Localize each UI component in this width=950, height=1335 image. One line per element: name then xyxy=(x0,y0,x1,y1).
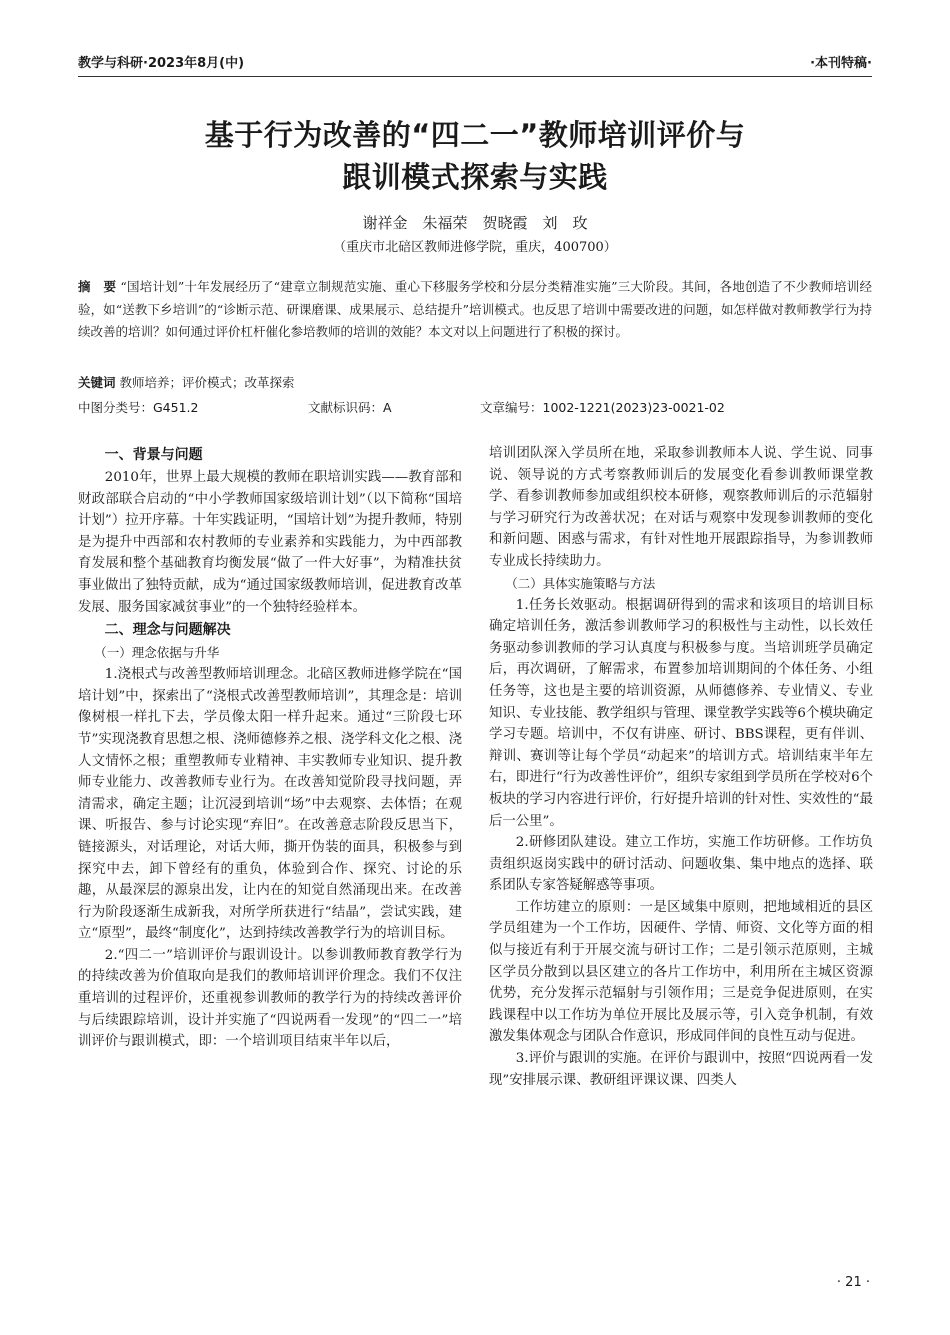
article-title xyxy=(78,114,872,198)
article-number: 文章编号：1002-1221(2023)23-0021-02 xyxy=(480,400,725,415)
clc-number: 中图分类号：G451.2 xyxy=(78,400,199,415)
paragraph: 工作坊建立的原则：一是区域集中原则，把地域相近的县区学员组建为一个工作坊，因硬件、学情、师资、文化等方面的相似与接近有利于开展交流与研讨工作；二是引领示范原则，主城区学员分散到以县区建立的各片工作坊中，利用所在主城区资源优势，充分发挥示范辐射与引领作用；三是竞争促进原则，在实践课程中以工作坊为单位开展比及展示等，引入竞争机制，有效激发集体观念与团队合作意识，形成同伴间的良性互动与促进。 xyxy=(489,899,873,1045)
paragraph: 1.浇根式与改善型教师培训理念。北碚区教师进修学院在“国培计划”中，探索出了“浇根式改善型教师培训”，其理念是：培训像树根一样扎下去，学员像太阳一样升起来。通过“三阶段七环节”实现浇教育思想之根、浇师德修养之根、浇学科文化之根、浇人文情怀之根；重塑教师专业精神、丰实教师专业知识、提升教师专业能力、改善教师专业行为。在改善知觉阶段寻找问题，弄清需求，确定主题；让沉浸到培训“场”中去观察、去体悟；在观课、听报告、参与讨论实现“弃旧”。在改善意志阶段反思当下，链接源头，对话理论，对话大师，撕开伪装的面具，积极参与到探究中去，卸下曾经有的重负，体验到合作、探究、讨论的乐趣，从最深层的源泉出发，让内在的知觉自然涌现出来。在改善行为阶段逐渐生成新我，对所学所获进行“结晶”，尝试实践，建立“原型”，最终“制度化”，达到持续改善教学行为的培训目标。 xyxy=(78,667,462,942)
section-heading: 二、理念与问题解决 xyxy=(104,622,231,639)
subsection-heading: （二）具体实施策略与方法 xyxy=(505,575,656,591)
title-line-2: 跟训模式探索与实践 xyxy=(342,160,608,194)
keywords xyxy=(78,372,872,394)
authors: 谢祥金 朱福荣 贺晓霞 刘 玫 xyxy=(362,214,588,232)
header-rule xyxy=(78,76,872,77)
paragraph: 3.评价与跟训的实施。在评价与跟训中，按照“四说两看一发现”安排展示课、教研组评课议课、四类人 xyxy=(489,1051,873,1088)
abstract-label: 摘 要 xyxy=(78,279,117,294)
affiliation: （重庆市北碚区教师进修学院，重庆，400700） xyxy=(333,240,617,255)
paragraph: 2.研修团队建设。建立工作坊，实施工作坊研修。工作坊负责组织返岗实践中的研讨活动、问题收集、集中地点的选择、联系团队专家答疑解惑等事项。 xyxy=(489,835,873,894)
subsection-heading: （一）理念依据与升华 xyxy=(94,645,220,661)
abstract xyxy=(78,276,872,344)
journal-header: 教学与科研·2023年8月(中) xyxy=(78,56,245,71)
paragraph: 1.任务长效驱动。根据调研得到的需求和该项目的培训目标确定培训任务，激活参训教师学习的积极性与主动性，以长效任务驱动参训教师的学习认真度与积极参与度。当培训班学员确定后，再次调研，了解需求，布置参加培训期间的个体任务、小组任务等，这也是主要的培训资源，从师德修养、专业情义、专业知识、专业技能、教学组织与管理、课堂教学实践等6个模块确定学习专题。培训中，不仅有讲座、研讨、BBS课程，更有伴训、辩训、赛训等让每个学员“动起来”的培训方式。培训结束半年左右，即进行“行为改善性评价”，组织专家组到学员所在学校对6个板块的学习内容进行评价，行好提升培训的针对性、实效性的“最后一公里”。 xyxy=(489,597,873,829)
left-column xyxy=(78,443,462,1053)
abstract-text: “国培计划”十年发展经历了“建章立制规范实施、重心下移服务学校和分层分类精准实施”三大阶段。其间，各地创造了不少教师培训经验，如“送教下乡培训”的“诊断示范、研课磨课、成果展示、总结提升”培训模式。也反思了培训中需要改进的问题，如怎样做对教师教学行为持续改善的培训？如何通过评价杠杆催化参培教师的培训的效能？本文对以上问题进行了积极的探讨。 xyxy=(78,279,872,339)
section-heading: 一、背景与问题 xyxy=(104,447,203,463)
paragraph: 2.“四二一”培训评价与跟训设计。以参训教师教育教学行为的持续改善为价值取向是我们的教师培训评价理念。我们不仅注重培训的过程评价，还重视参训教师的教学行为的持续改善评价与后续跟踪培训，设计并实施了“四说两看一发现”的“四二一”培训评价与跟训模式，即：一个培训项目结束半年以后， xyxy=(78,947,462,1050)
paragraph: 2010年，世界上最大规模的教师在职培训实践——教育部和财政部联合启动的“中小学教师国家级培训计划”（以下简称“国培计划”）拉开序幕。十年实践证明，“国培计划”为提升教师，特别是为提升中西部和农村教师的专业素养和实践能力，为中西部教育发展和整个基础教育均衡发展“做了一件大好事”，为精准扶贫事业做出了独特贡献，成为“通过国家级教师培训，促进教育改革发展、服务国家减贫事业”的一个独特经验样本。 xyxy=(78,470,462,615)
paragraph: 培训团队深入学员所在地，采取参训教师本人说、学生说、同事说、领导说的方式考察教师训后的发展变化看参训教师课堂教学、看参训教师参加或组织校本研修，观察教师训后的示范辐射与学习研究行为改善状况；在对话与观察中发现参训教师的变化和新问题、困惑与需求，有针对性地开展跟踪指导，为参训教师专业成长持续助力。 xyxy=(489,446,873,569)
right-column xyxy=(489,443,873,1091)
page-number: · 21 · xyxy=(836,1275,870,1290)
section-header: ·本刊特稿· xyxy=(810,56,872,71)
keywords-label: 关键词 xyxy=(78,375,116,390)
title-line-1: 基于行为改善的“四二一”教师培训评价与 xyxy=(204,118,746,152)
document-code: 文献标识码：A xyxy=(308,400,392,415)
keywords-text: 教师培养；评价模式；改革探索 xyxy=(119,375,295,390)
